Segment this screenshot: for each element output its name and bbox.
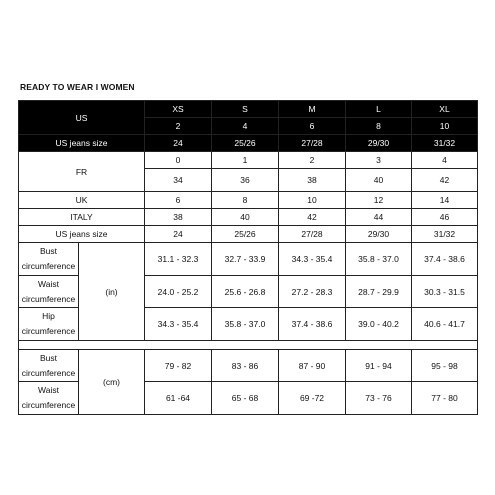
us-jeans-header-row [19, 135, 478, 152]
fr-value: 0 [145, 152, 212, 169]
fr-row-1 [19, 152, 478, 169]
size-s: S [212, 101, 279, 118]
waist-in-value: 25.6 - 26.8 [212, 276, 279, 308]
fr-value: 1 [212, 152, 279, 169]
us-number: 8 [346, 118, 412, 135]
fr-label: FR [19, 152, 145, 192]
italy-value: 38 [145, 209, 212, 226]
jeans-value: 27/28 [279, 226, 346, 243]
us-number: 10 [412, 118, 478, 135]
waist-cm-value: 61 -64 [145, 382, 212, 415]
page-title: READY TO WEAR I WOMEN [20, 82, 135, 92]
italy-value: 46 [412, 209, 478, 226]
size-letters-row [19, 101, 478, 118]
bust-in-label: Bust circumference [19, 243, 79, 276]
unit-inches: (in) [79, 243, 145, 341]
fr-value: 38 [279, 169, 346, 192]
group-spacer [19, 341, 478, 350]
waist-cm-value: 73 - 76 [346, 382, 412, 415]
hip-in-value: 34.3 - 35.4 [145, 308, 212, 341]
uk-value: 6 [145, 192, 212, 209]
waist-in-label: Waist circumference [19, 276, 79, 308]
fr-value: 42 [412, 169, 478, 192]
jeans-size: 29/30 [346, 135, 412, 152]
uk-value: 8 [212, 192, 279, 209]
jeans-size: 25/26 [212, 135, 279, 152]
size-m: M [279, 101, 346, 118]
bust-in-value: 37.4 - 38.6 [412, 243, 478, 276]
bust-in-value: 34.3 - 35.4 [279, 243, 346, 276]
size-chart-table [18, 100, 478, 415]
bust-cm-row [19, 350, 478, 382]
uk-row [19, 192, 478, 209]
jeans-size: 24 [145, 135, 212, 152]
fr-value: 3 [346, 152, 412, 169]
uk-value: 12 [346, 192, 412, 209]
jeans-value: 29/30 [346, 226, 412, 243]
bust-in-value: 31.1 - 32.3 [145, 243, 212, 276]
bust-in-value: 32.7 - 33.9 [212, 243, 279, 276]
jeans-value: 31/32 [412, 226, 478, 243]
hip-in-value: 37.4 - 38.6 [279, 308, 346, 341]
uk-value: 10 [279, 192, 346, 209]
us-number: 2 [145, 118, 212, 135]
us-jeans-header-label: US jeans size [19, 135, 145, 152]
bust-in-row [19, 243, 478, 276]
jeans-size: 27/28 [279, 135, 346, 152]
jeans-size: 31/32 [412, 135, 478, 152]
jeans-value: 24 [145, 226, 212, 243]
waist-cm-label: Waist circumference [19, 382, 79, 415]
size-xs: XS [145, 101, 212, 118]
italy-value: 44 [346, 209, 412, 226]
fr-value: 4 [412, 152, 478, 169]
us-jeans-row [19, 226, 478, 243]
uk-label: UK [19, 192, 145, 209]
us-label: US [19, 101, 145, 135]
hip-in-value: 40.6 - 41.7 [412, 308, 478, 341]
bust-cm-value: 95 - 98 [412, 350, 478, 382]
unit-cm: (cm) [79, 350, 145, 415]
bust-in-value: 35.8 - 37.0 [346, 243, 412, 276]
waist-in-value: 30.3 - 31.5 [412, 276, 478, 308]
jeans-value: 25/26 [212, 226, 279, 243]
waist-in-value: 28.7 - 29.9 [346, 276, 412, 308]
uk-value: 14 [412, 192, 478, 209]
bust-cm-value: 87 - 90 [279, 350, 346, 382]
waist-cm-value: 65 - 68 [212, 382, 279, 415]
size-l: L [346, 101, 412, 118]
italy-label: ITALY [19, 209, 145, 226]
italy-row [19, 209, 478, 226]
size-xl: XL [412, 101, 478, 118]
waist-cm-value: 69 -72 [279, 382, 346, 415]
waist-in-value: 27.2 - 28.3 [279, 276, 346, 308]
bust-cm-value: 79 - 82 [145, 350, 212, 382]
spacer-cell [19, 341, 478, 350]
hip-in-value: 39.0 - 40.2 [346, 308, 412, 341]
us-number: 6 [279, 118, 346, 135]
fr-value: 36 [212, 169, 279, 192]
waist-in-value: 24.0 - 25.2 [145, 276, 212, 308]
bust-cm-value: 83 - 86 [212, 350, 279, 382]
fr-value: 40 [346, 169, 412, 192]
italy-value: 42 [279, 209, 346, 226]
hip-in-value: 35.8 - 37.0 [212, 308, 279, 341]
fr-value: 2 [279, 152, 346, 169]
fr-value: 34 [145, 169, 212, 192]
bust-cm-label: Bust circumference [19, 350, 79, 382]
us-jeans-label: US jeans size [19, 226, 145, 243]
italy-value: 40 [212, 209, 279, 226]
bust-cm-value: 91 - 94 [346, 350, 412, 382]
us-number: 4 [212, 118, 279, 135]
waist-cm-value: 77 - 80 [412, 382, 478, 415]
hip-in-label: Hip circumference [19, 308, 79, 341]
